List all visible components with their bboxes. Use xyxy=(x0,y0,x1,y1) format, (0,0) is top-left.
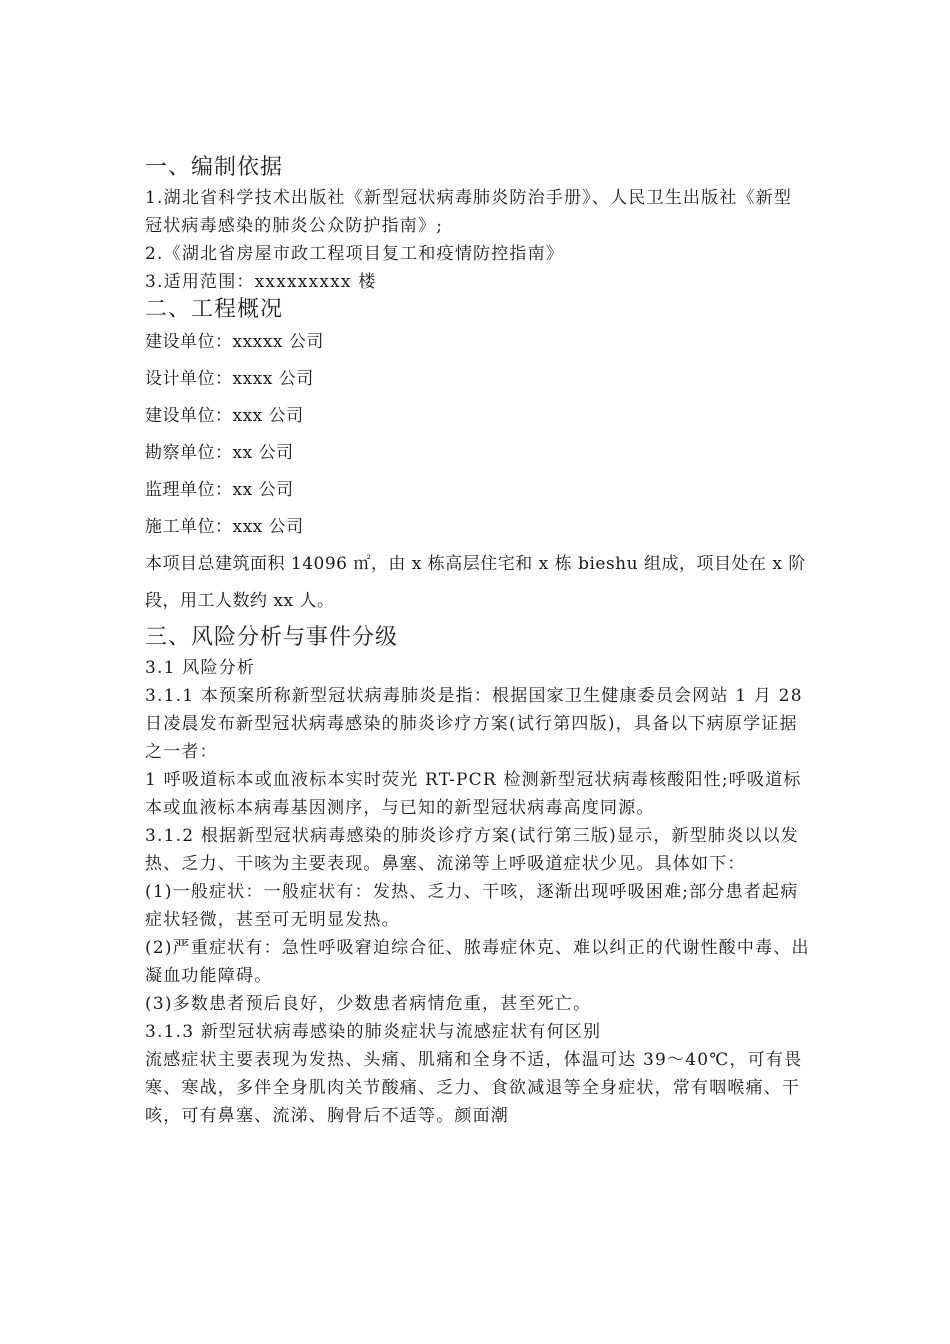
unit-row-construction-2: 建设单位：xxx 公司 xyxy=(145,406,304,426)
paragraph-flu-symptoms: 流感症状主要表现为发热、头痛、肌痛和全身不适，体温可达 39～40℃，可有畏寒、寒战，多伴全身肌肉关节酸痛、乏力、食欲减退等全身症状，常有咽喉痛、干咳，可有鼻塞、流涕、胸骨后不适等。颜面潮 xyxy=(145,1050,803,1126)
section-3-title: 三、风险分析与事件分级 xyxy=(145,625,399,650)
section-1-title: 一、编制依据 xyxy=(145,155,284,180)
basis-item-1: 1.湖北省科学技术出版社《新型冠状病毒肺炎防治手册》、人民卫生出版社《新型冠状病毒感染的肺炎公众防护指南》; xyxy=(145,188,793,236)
paragraph-evidence: 1 呼吸道标本或血液标本实时荧光 RT-PCR 检测新型冠状病毒核酸阳性;呼吸道标本或血液标本病毒基因测序，与已知的新型冠状病毒高度同源。 xyxy=(145,770,802,818)
section-2-title: 二、工程概况 xyxy=(145,297,284,322)
basis-item-2: 2.《湖北省房屋市政工程项目复工和疫情防控指南》 xyxy=(145,244,565,264)
project-summary: 本项目总建筑面积 14096 ㎡，由 x 栋高层住宅和 x 栋 bieshu 组成，项目处在 x 阶段，用工人数约 xx 人。 xyxy=(145,554,806,611)
paragraph-prognosis: (3)多数患者预后良好，少数患者病情危重，甚至死亡。 xyxy=(145,994,592,1014)
unit-row-supervision: 监理单位：xx 公司 xyxy=(145,480,294,500)
paragraph-3-1-3: 3.1.3 新型冠状病毒感染的肺炎症状与流感症状有何区别 xyxy=(145,1022,602,1042)
paragraph-general-symptoms: (1)一般症状：一般症状有：发热、乏力、干咳，逐渐出现呼吸困难;部分患者起病症状轻微，甚至可无明显发热。 xyxy=(145,882,799,930)
unit-row-design: 设计单位：xxxx 公司 xyxy=(145,369,314,389)
document-page xyxy=(145,152,810,1130)
subsection-3-1-title: 3.1 风险分析 xyxy=(145,658,256,678)
unit-row-construction: 建设单位：xxxxx 公司 xyxy=(145,332,324,352)
paragraph-severe-symptoms: (2)严重症状有：急性呼吸窘迫综合征、脓毒症休克、难以纠正的代谢性酸中毒、出凝血功能障碍。 xyxy=(145,938,810,986)
unit-row-contractor: 施工单位：xxx 公司 xyxy=(145,517,304,537)
basis-item-3: 3.适用范围：xxxxxxxxx 楼 xyxy=(145,272,377,292)
paragraph-3-1-2: 3.1.2 根据新型冠状病毒感染的肺炎诊疗方案(试行第三版)显示，新型肺炎以以发热、乏力、干咳为主要表现。鼻塞、流涕等上呼吸道症状少见。具体如下： xyxy=(145,826,799,874)
paragraph-3-1-1: 3.1.1 本预案所称新型冠状病毒肺炎是指：根据国家卫生健康委员会网站 1 月 28 日凌晨发布新型冠状病毒感染的肺炎诊疗方案(试行第四版)，具备以下病原学证据之一者： xyxy=(145,686,803,762)
unit-row-survey: 勘察单位：xx 公司 xyxy=(145,443,294,463)
